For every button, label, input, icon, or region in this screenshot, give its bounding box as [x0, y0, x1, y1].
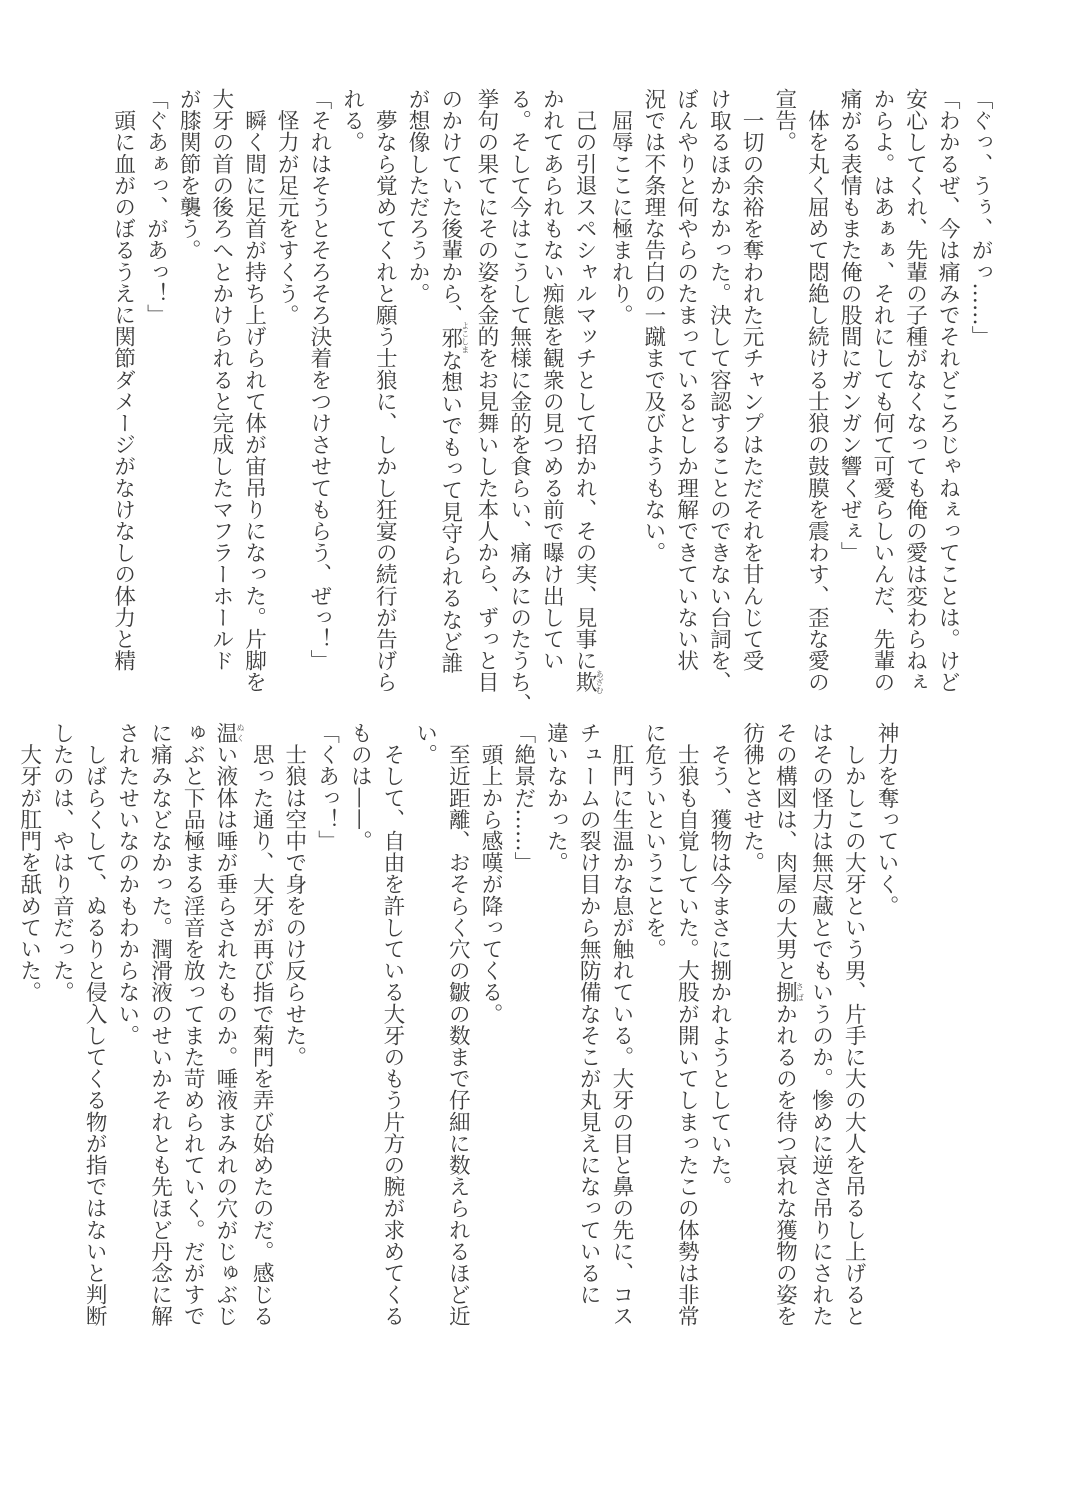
text-line — [571, 722, 604, 1332]
text-line — [800, 88, 833, 698]
ruby-annotation — [212, 722, 245, 744]
text-segment: け取るほかなかった。決して容認することのできない台詞を、 — [706, 88, 732, 693]
text-segment: ぼんやりと何やらのたまっているとしか理解できていない状 — [673, 88, 699, 672]
text-line — [567, 88, 603, 698]
text-line — [535, 88, 568, 698]
text-segment: る。そして今はこうして無様に金的を食らい、痛みにのたうち、 — [506, 88, 532, 715]
text-line — [702, 722, 735, 1332]
text-segment: そう、獲物は今まさに捌かれようとしていた。 — [706, 722, 732, 1198]
text-line — [768, 722, 804, 1332]
text-segment: されたせいなのかもわからない。 — [114, 722, 140, 1046]
text-segment: 大牙が肛門を舐めていた。 — [16, 722, 42, 1003]
text-line — [441, 722, 474, 1332]
text-segment: 一切の余裕を奪われた元チャンプはただそれを甘んじて受 — [739, 88, 765, 672]
text-segment: のかけていた後輩から、 — [437, 88, 463, 326]
text-line — [473, 722, 506, 1332]
text-segment: 「ぐっ、うぅ、がっ……」 — [968, 88, 993, 348]
text-segment: 怪力が足元をすくう。 — [274, 88, 300, 326]
text-segment: ものは——。 — [347, 722, 373, 852]
text-segment: 「わかるぜ、今は痛みでそれどころじゃねぇってことは。けど — [935, 88, 961, 693]
text-line — [670, 722, 703, 1332]
text-line — [176, 722, 209, 1332]
text-segment: に危ういということを。 — [641, 722, 667, 960]
text-segment: からよ。はあぁぁ、それにしても何て可愛らしいんだ、先輩の — [869, 88, 895, 693]
text-segment: 「ぐあぁっ、があっ！」 — [143, 88, 169, 326]
text-line — [898, 88, 931, 698]
text-line — [433, 88, 469, 698]
text-line — [110, 722, 143, 1332]
text-line — [502, 88, 535, 715]
text-line — [767, 88, 800, 698]
text-segment: 己の引退スペシャルマッチとして招かれ、その実、見事に — [572, 88, 598, 672]
text-line — [12, 722, 45, 1332]
text-segment: が膝関節を襲う。 — [176, 88, 202, 261]
ruby-base: 温 — [212, 722, 238, 744]
text-line — [734, 88, 767, 698]
text-line — [865, 88, 898, 698]
text-segment: 頭上から感嘆が降ってくる。 — [478, 722, 504, 1025]
ruby-reading: さば — [795, 981, 805, 1003]
text-line — [408, 722, 441, 1332]
text-line — [237, 88, 270, 698]
lower-text-block — [12, 722, 902, 1332]
text-segment: ゅぶと下品極まる淫音を放ってまた苛められていく。だがすで — [180, 722, 206, 1327]
text-segment: 安心してくれ、先輩の子種がなくなっても俺の愛は変わらねぇ — [902, 88, 928, 693]
text-segment: 士狼も自覚していた。大股が開いてしまったこの体勢は非常 — [674, 722, 700, 1327]
text-line — [143, 722, 176, 1332]
text-segment: かれてあられもない痴態を観衆の見つめる前で曝け出してい — [539, 88, 565, 672]
text-segment: い。 — [412, 722, 438, 766]
text-segment: 士狼は空中で身をのけ反らせた。 — [281, 722, 307, 1068]
text-line — [832, 88, 865, 698]
upper-text-block — [106, 88, 996, 715]
text-segment: したのは、やはり音だった。 — [49, 722, 75, 1003]
text-segment: 屈辱ここに極まれり。 — [608, 88, 634, 326]
text-segment: 彷彿とさせた。 — [739, 722, 765, 874]
text-segment: しかしこの大牙という男、片手に大の大人を吊るし上げると — [841, 722, 867, 1327]
text-segment: 瞬く間に足首が持ち上げられて体が宙吊りになった。片脚を — [241, 88, 267, 693]
text-segment: 違いなかった。 — [543, 722, 569, 874]
ruby-reading: よこしま — [460, 321, 470, 354]
ruby-annotation — [772, 981, 805, 1003]
text-segment: に痛みなどなかった。潤滑液のせいかそれとも先ほど丹念に解 — [147, 722, 173, 1327]
text-line — [310, 722, 343, 1332]
ruby-reading: ぬく — [235, 722, 245, 744]
text-segment: 肛門に生温かな息が触れている。大牙の目と鼻の先に、コス — [608, 722, 634, 1327]
text-segment: 思った通り、大牙が再び指で菊門を弄び始めたのだ。感じる — [249, 722, 275, 1327]
text-line — [539, 722, 572, 1332]
text-segment: な想いでもって見守られるなど誰 — [437, 349, 463, 674]
text-segment: 神力を奪っていく。 — [874, 722, 899, 917]
text-segment: 痛がる表情もまた俺の股間にガンガン響くぜぇ」 — [837, 88, 863, 564]
text-segment: 大牙の首の後ろへとかけられると完成したマフラーホールド — [208, 88, 234, 672]
text-line — [77, 722, 110, 1332]
text-line — [604, 88, 637, 698]
text-segment: 「くあっ！」 — [314, 722, 340, 852]
text-segment: そして、自由を許している大牙のもう片方の腕が求めてくる — [379, 722, 405, 1327]
text-line — [931, 88, 964, 698]
text-line — [869, 722, 902, 1332]
ruby-base: 捌 — [772, 981, 798, 1003]
text-line — [669, 88, 702, 698]
ruby-annotation — [437, 321, 470, 354]
text-line — [837, 722, 870, 1332]
text-line — [506, 722, 539, 1332]
text-line — [139, 88, 172, 698]
text-line — [45, 722, 78, 1332]
text-line — [208, 722, 244, 1332]
text-line — [335, 88, 368, 698]
text-line — [277, 722, 310, 1332]
text-segment: 至近距離、おそらく穴の皺の数まで仔細に数えられるほど近 — [445, 722, 471, 1327]
text-segment: い液体は唾が垂らされたものか。唾液まみれの穴がじゅぶじ — [212, 743, 238, 1327]
text-line — [171, 88, 204, 698]
text-line — [400, 88, 433, 698]
text-line — [244, 722, 277, 1332]
ruby-reading: あざむ — [595, 670, 605, 695]
ruby-base: 欺 — [572, 670, 598, 694]
text-segment: 夢なら覚めてくれと願う士狼に、しかし狂宴の続行が告げら — [372, 88, 398, 693]
text-line — [204, 88, 237, 698]
text-segment: 「それはそうとそろそろ決着をつけさせてもらう、ぜっ！」 — [306, 88, 332, 672]
ruby-annotation — [572, 670, 605, 695]
text-segment: その構図は、肉屋の大男と — [772, 722, 798, 982]
text-line — [636, 88, 669, 698]
text-segment: 体を丸く屈めて悶絶し続ける士狼の鼓膜を震わす、歪な愛の — [804, 88, 830, 693]
text-line — [343, 722, 376, 1332]
text-segment: 頭に血がのぼるうえに関節ダメージがなけなしの体力と精 — [110, 88, 136, 672]
text-segment: れる。 — [339, 88, 365, 153]
text-line — [368, 88, 401, 698]
text-segment: はその怪力は無尽蔵とでもいうのか。惨めに逆さ吊りにされた — [808, 722, 834, 1327]
text-segment: 「絶景だ……」 — [510, 722, 536, 874]
text-segment: 宣告。 — [771, 88, 797, 153]
text-line — [804, 722, 837, 1332]
text-segment: チュームの裂け目から無防備なそこが丸見えになっているに — [576, 722, 602, 1306]
text-line — [106, 88, 139, 698]
text-segment: かれるのを待つ哀れな獲物の姿を — [772, 1002, 798, 1327]
text-segment: が想像しただろうか。 — [405, 88, 431, 304]
text-line — [963, 88, 996, 698]
text-line — [469, 88, 502, 698]
text-line — [302, 88, 335, 698]
text-line — [637, 722, 670, 1332]
text-segment: 挙句の果てにその姿を金的をお見舞いした本人から、ずっと目 — [473, 88, 499, 693]
ruby-base: 邪 — [437, 321, 463, 354]
text-segment: 況では不条理な告白の一蹴まで及びようもない。 — [640, 88, 666, 564]
text-segment: しばらくして、ぬるりと侵入してくる物が指ではないと判断 — [82, 722, 108, 1327]
text-line — [375, 722, 408, 1332]
text-line — [735, 722, 768, 1332]
text-line — [270, 88, 303, 698]
text-line — [604, 722, 637, 1332]
text-line — [702, 88, 735, 698]
